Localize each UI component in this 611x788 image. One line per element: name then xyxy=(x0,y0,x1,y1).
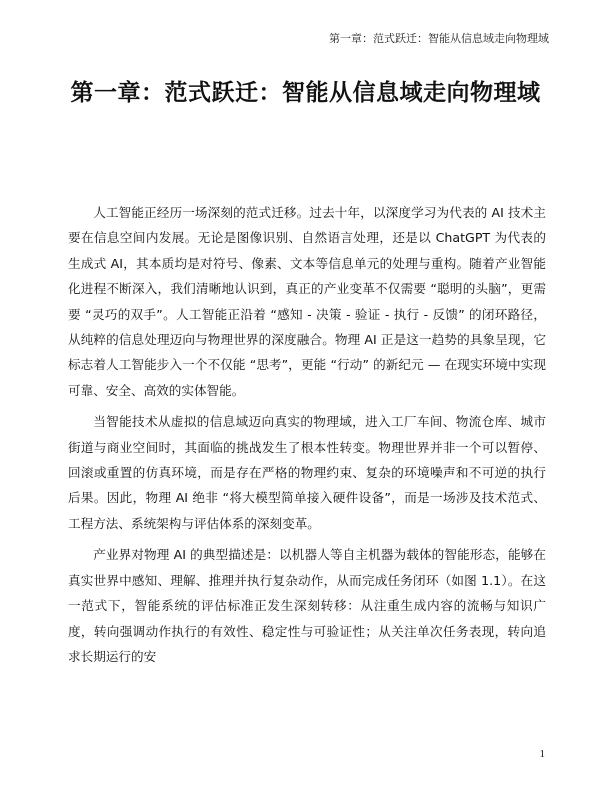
chapter-title: 第一章：范式跃迁：智能从信息域走向物理域 xyxy=(70,80,541,106)
paragraph-3: 产业界对物理 AI 的典型描述是：以机器人等自主机器为载体的智能形态，能够在真实世界中感知、理解、推理并执行复杂动作，从而完成任务闭环（如图 1.1）。在这一范式下，智能系统的评估标准正发生深刻转移：从注重生成内容的流畅与知识广度，转向强调动作执行的有效性、稳定性与可验证性；从关注单次任务表现，转向追求长期运行的安 xyxy=(68,547,546,664)
page-number: 1 xyxy=(539,748,545,760)
paragraph-1: 人工智能正经历一场深刻的范式迁移。过去十年，以深度学习为代表的 AI 技术主要在信息空间内发展。无论是图像识别、自然语言处理，还是以 ChatGPT 为代表的生成式 AI，其本质均是对符号、像素、文本等信息单元的处理与重构。随着产业智能化进程不断深入，我们清晰地认识到，真正的产业变革不仅需要 “聪明的头脑”，更需要 “灵巧的双手”。人工智能正沿着 “感知 - 决策 - 验证 - 执行 - 反馈” 的闭环路径，从纯粹的信息处理迈向与物理世界的深度融合。物理 AI 正是这一趋势的具象呈现，它标志着人工智能步入一个不仅能 “思考”，更能 “行动” 的新纪元 — 在现实环境中实现可靠、安全、高效的实体智能。 xyxy=(68,205,546,398)
body-text xyxy=(68,200,546,675)
paragraph-2: 当智能技术从虚拟的信息域迈向真实的物理域，进入工厂车间、物流仓库、城市街道与商业空间时，其面临的挑战发生了根本性转变。物理世界并非一个可以暂停、回滚或重置的仿真环境，而是存在严格的物理约束、复杂的环境噪声和不可逆的执行后果。因此，物理 AI 绝非 “将大模型简单接入硬件设备”，而是一场涉及技术范式、工程方法、系统架构与评估体系的深刻变革。 xyxy=(68,414,546,531)
running-header: 第一章：范式跃迁：智能从信息域走向物理域 xyxy=(329,32,549,45)
